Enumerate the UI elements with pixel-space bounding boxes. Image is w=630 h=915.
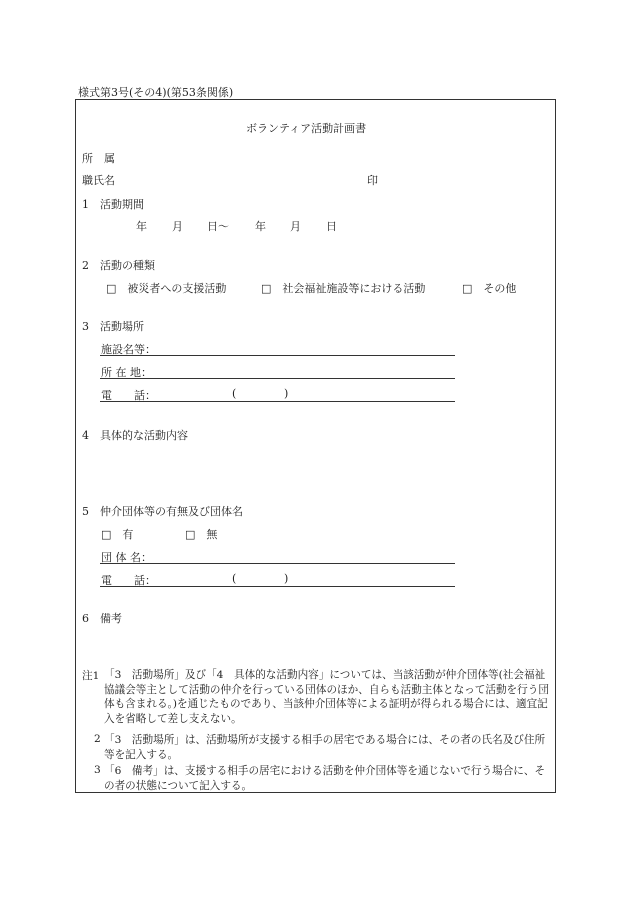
option-other[interactable]: □ その他 <box>462 282 517 295</box>
option-disaster-support[interactable]: □ 被災者への支援活動 <box>106 282 227 295</box>
period-month-end: 月 <box>290 220 301 233</box>
address-input-line[interactable] <box>100 378 455 379</box>
section2-heading: 2 活動の種類 <box>82 259 155 272</box>
group-name-label: 団 体 名： <box>101 551 152 564</box>
phone-label: 電 話： <box>101 389 156 402</box>
form-title: ボランティア活動計画書 <box>246 122 367 135</box>
section4-heading: 4 具体的な活動内容 <box>82 429 188 442</box>
phone-paren-close: ) <box>284 387 289 400</box>
section3-heading: 3 活動場所 <box>82 320 144 333</box>
name-label: 職氏名 <box>82 174 115 187</box>
note2-label: 2 <box>94 733 101 745</box>
seal-label: 印 <box>367 174 378 187</box>
note2-text: 「3 活動場所」は、活動場所が支援する相手の居宅である場合には、その者の氏名及び住所等を記入する。 <box>104 734 546 761</box>
phone-paren-open: ( <box>232 387 237 400</box>
note1-text: 「3 活動場所」及び「4 具体的な活動内容」については、当該活動が仲介団体等(社会福祉協議会等主として活動の仲介を行っている団体のほか、自らも活動主体となって活動を行う団体も含まれる。)を通じたものであり、当該仲介団体等による証明が得られる場合には、適宜記入を省略して差し支えない。 <box>104 669 549 725</box>
form-header: 様式第3号(その4)(第53条関係) <box>78 86 234 99</box>
note3-text: 「6 備考」は、支援する相手の居宅における活動を仲介団体等を通じないで行う場合に、その者の状態について記入する。 <box>104 765 546 792</box>
group-name-input-line[interactable] <box>100 563 455 564</box>
period-month-start: 月 <box>172 220 183 233</box>
group-phone-input-line[interactable] <box>100 586 455 587</box>
period-year-start: 年 <box>136 220 147 233</box>
section6-heading: 6 備考 <box>82 612 122 625</box>
section5-heading: 5 仲介団体等の有無及び団体名 <box>82 505 243 518</box>
group-phone-label: 電 話： <box>101 574 156 587</box>
period-day-start: 日～ <box>207 220 229 233</box>
section1-heading: 1 活動期間 <box>82 198 144 211</box>
option-welfare-facility[interactable]: □ 社会福祉施設等における活動 <box>261 282 426 295</box>
period-year-end: 年 <box>255 220 266 233</box>
address-label: 所 在 地： <box>101 366 152 379</box>
phone-input-line[interactable] <box>100 401 455 402</box>
note3-label: 3 <box>94 764 101 776</box>
facility-input-line[interactable] <box>100 355 455 356</box>
group-phone-paren-open: ( <box>232 572 237 585</box>
affiliation-label: 所 属 <box>82 152 115 165</box>
note1-label: 注1 <box>82 670 100 682</box>
group-phone-paren-close: ) <box>284 572 289 585</box>
period-day-end: 日 <box>326 220 337 233</box>
intermediary-no[interactable]: □ 無 <box>185 528 218 541</box>
facility-label: 施設名等： <box>101 343 156 356</box>
intermediary-yes[interactable]: □ 有 <box>101 528 134 541</box>
